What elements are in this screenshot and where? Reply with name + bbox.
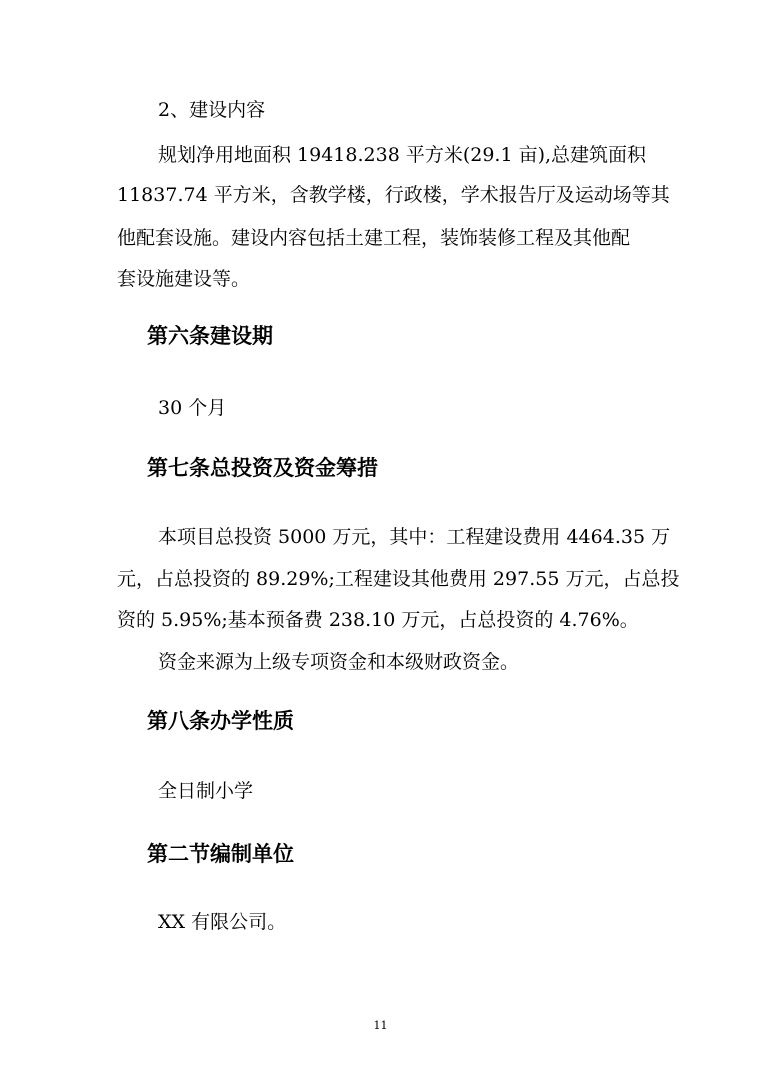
paragraph-line: 本项目总投资 5000 万元，其中：工程建设费用 4464.35 万 [158, 526, 671, 548]
article-6-body: 30 个月 [158, 397, 227, 419]
article-8-body: 全日制小学 [158, 780, 254, 802]
compiling-unit-body: XX 有限公司。 [158, 911, 287, 933]
paragraph-line: 资的 5.95%;基本预备费 238.10 万元，占总投资的 4.76%。 [117, 609, 639, 631]
page-number: 11 [373, 1019, 388, 1032]
paragraph-line: 他配套设施。建设内容包括土建工程，装饰装修工程及其他配 [117, 227, 631, 249]
article-8-heading: 第八条办学性质 [147, 708, 294, 733]
paragraph-line: 元，占总投资的 89.29%;工程建设其他费用 297.55 万元，占总投 [117, 568, 680, 590]
paragraph-line: 11837.74 平方米，含教学楼，行政楼，学术报告厅及运动场等其 [117, 184, 670, 206]
article-7-heading: 第七条总投资及资金筹措 [147, 455, 378, 480]
compiling-unit-heading: 第二节编制单位 [147, 841, 294, 866]
article-6-heading: 第六条建设期 [147, 323, 273, 348]
section-title-construction-content: 2、建设内容 [158, 99, 266, 121]
paragraph-line: 套设施建设等。 [117, 268, 251, 290]
funding-source-text: 资金来源为上级专项资金和本级财政资金。 [158, 651, 520, 673]
paragraph-line: 规划净用地面积 19418.238 平方米(29.1 亩),总建筑面积 [158, 144, 647, 166]
